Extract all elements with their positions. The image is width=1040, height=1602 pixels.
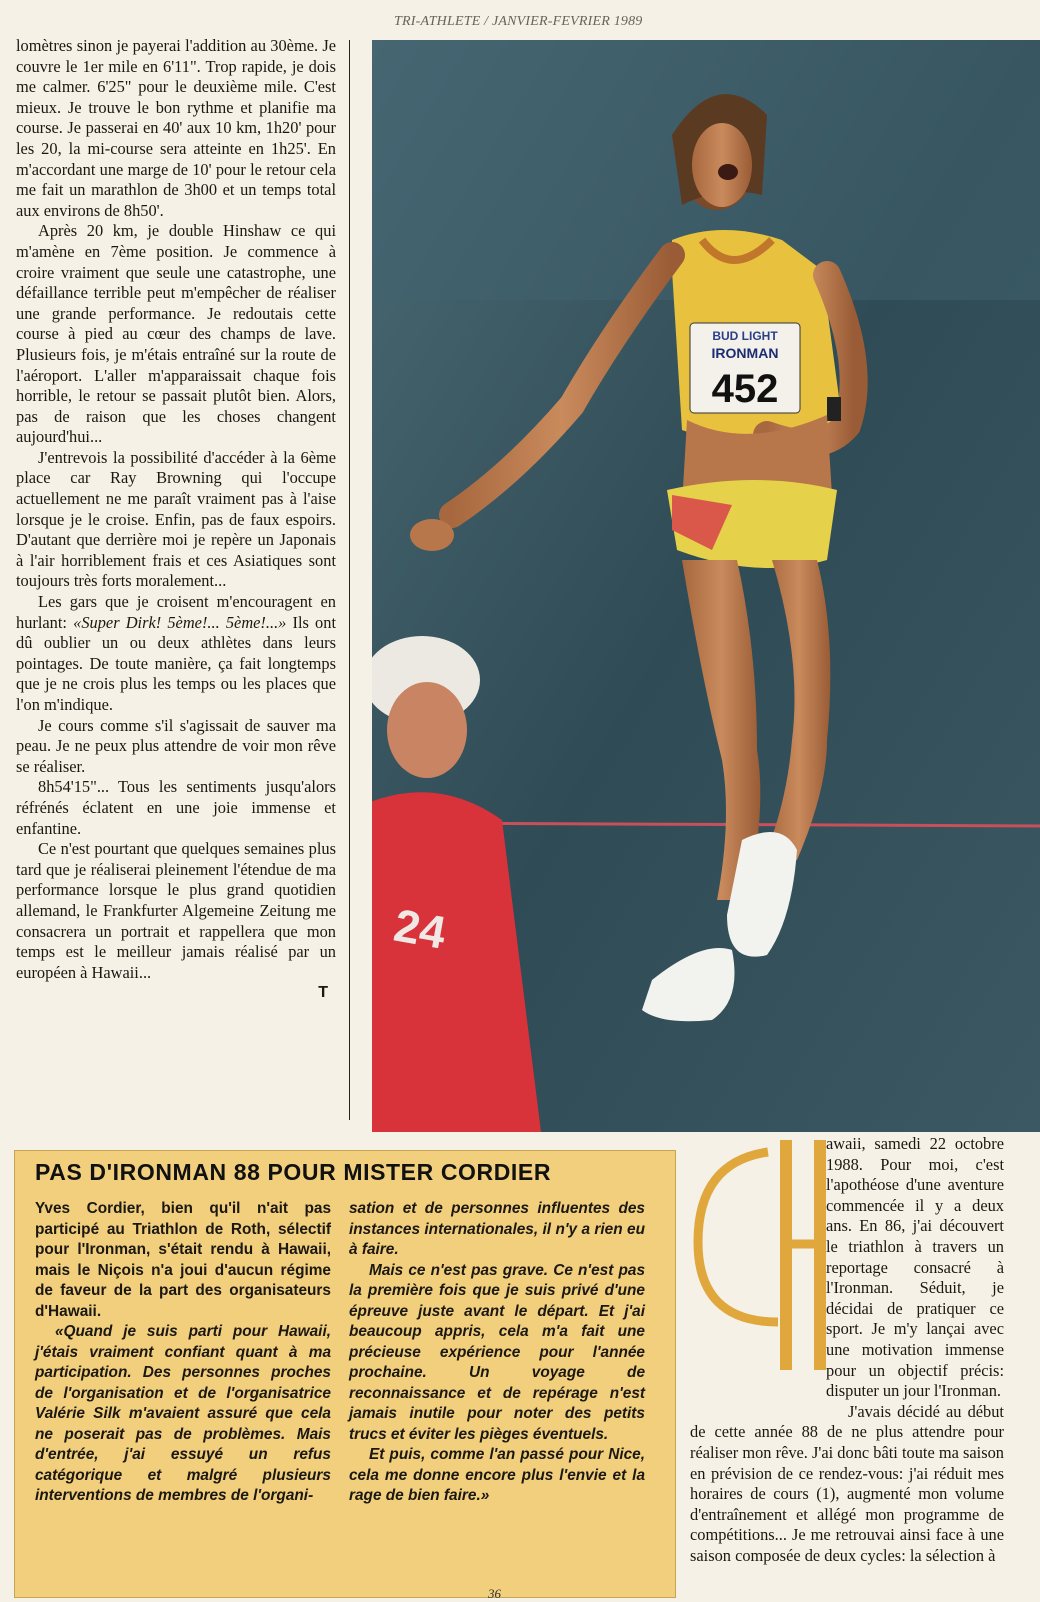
article-paragraph: Après 20 km, je double Hinshaw ce qui m'amène en 7ème position. Je commence à croire vraiment que seule une catastrophe, une défaillance terrible peut m'empêcher de réaliser une grande performance. Je redoutais cette course à pied au cœur des champs de lave. Plusieurs fois, je m'étais entraîné sur la route de l'aéroport. L'aller m'apparaissait chaque fois horrible, le retour se passait plutôt bien. Alors, pas de raison que les choses changent aujourd'hui... [16,221,336,447]
page-number: 36 [488,1586,501,1601]
quote-lead-in: Les gars que je croisent m'encouragent en hurlant: [16,592,336,632]
article-paragraph: Ce n'est pourtant que quelques semaines plus tard que je réaliserai pleinement l'étendue de ma performance lorsque le plus grand quotidien allemand, le Frankfurter Algemeine Zeitung me consacrera un portrait et rappellera que mon temps est le meilleur jamais réalisé par un européen à Hawaii... [16,839,336,982]
inset-title: PAS D'IRONMAN 88 POUR MISTER CORDIER [35,1159,552,1185]
cordier-inset-box [14,1150,676,1598]
quote-follow: Ils ont dû oublier un ou deux athlètes dans leurs pointages. De toute manière, ça fait longtemps que je ne crois plus les temps ou les places que l'on m'indique. [16,612,336,714]
svg-text:BUD LIGHT: BUD LIGHT [712,329,778,343]
inset-paragraph: Yves Cordier, bien qu'il n'ait pas participé au Triathlon de Roth, sélectif pour l'Ironman, s'était rendu à Hawaii, mais le Niçois n'a joui d'aucun régime de faveur de la part des organisateurs d'Hawaii. [35,1200,331,1320]
running-head: TRI-ATHLETE / JANVIER-FEVRIER 1989 [394,14,643,29]
article-left-column [16,36,336,1130]
svg-text:452: 452 [711,367,779,411]
end-mark: T [318,984,328,1002]
inset-column-a [35,1199,331,1507]
article-paragraph: J'entrevois la possibilité d'accéder à la 6ème place car Ray Browning qui l'occupe actuellement ne me paraît vraiment pas à l'aise lorsque je le croise. Enfin, pas de faux espoirs. D'autant que derrière moi je repère un Japonais à l'air horriblement frais et ces Asiatiques sont toujours très forts moralement... [16,447,336,591]
runner-photo [372,40,1040,1132]
svg-text:IRONMAN: IRONMAN [711,345,779,361]
crowd-quote: «Super Dirk! 5ème!... 5ème!...» [73,612,287,632]
sidebar-paragraph: awaii, samedi 22 octobre 1988. Pour moi, c'est l'apothéose d'une aventure commencée il y a deux ans. En 86, j'ai découvert le triathlon à travers un reportage consacré à l'Ironman. Séduit, je décidai de pratiquer ce sport. Je m'y lançai avec une motivation immense pour un objectif précis: disputer un jour l'Ironman. [826,1134,1004,1401]
column-rule [349,40,350,1120]
article-paragraph: Je cours comme s'il s'agissait de sauver ma peau. Je ne peux plus attendre de voir mon rêve se réaliser. [16,715,336,776]
sidebar-paragraph: J'avais décidé au début de cette année 88 de ne plus attendre pour réaliser mon rêve. J'ai donc bâti toute ma saison en prévision de ce rendez-vous: j'ai réduit mes horaires de cours (1), augmenté mon volume d'entraînement et allégé mon programme de compétitions... Je me retrouvai ainsi face à une saison composée de deux cycles: la sélection à [690,1401,1004,1565]
article-paragraph: lomètres sinon je payerai l'addition au 30ème. Je couvre le 1er mile en 6'11". Trop rapide, je dois me calmer. 6'25" pour le deuxième mile. C'est mieux. Je trouve le bon rythme et planifie ma course. Je passerai en 40' aux 10 km, 1h20' pour les 20, la mi-course sera atteinte en 1h25'. En m'accordant une marge de 10' pour le retour cela me fait un marathlon de 3h00 et un temps total aux environs de 8h50'. [16,36,336,220]
svg-text:H: H [690,1132,691,1133]
runner-illustration [372,40,1040,1132]
article-paragraph: 8h54'15"... Tous les sentiments jusqu'alors réfrénés éclatent en une joie immense et enfantine. [16,777,336,838]
inset-quote-paragraph: «Quand je suis parti pour Hawaii, j'étais vraiment confiant quant à ma participation. Des personnes proches de l'organisation et de l'organisatrice Valérie Silk m'avaient assuré que cela ne poserait pas de problèmes. Mais d'entrée, j'ai essuyé un refus catégorique et malgré plusieurs interventions de membres de l'organi- [35,1323,331,1504]
inset-quote-paragraph: sation et de personnes influentes des instances internationales, il n'y a rien eu à faire. [349,1200,645,1258]
drop-cap-h [690,1132,830,1382]
svg-text:24: 24 [390,898,450,959]
article-paragraph-quote [16,592,336,716]
inset-quote-paragraph: Et puis, comme l'an passé pour Nice, cela me donne encore plus l'envie et la rage de bien faire.» [349,1446,645,1504]
inset-column-b [349,1199,645,1507]
inset-quote-paragraph: Mais ce n'est pas grave. Ce n'est pas la première fois que je suis privé d'une épreuve juste avant le départ. Et j'ai beaucoup appris, cela m'a fait une précieuse expérience pour l'année prochaine. Un voyage de reconnaissance et de repérage n'est jamais inutile pour noter des petits trucs et éviter les pièges éventuels. [349,1261,645,1443]
